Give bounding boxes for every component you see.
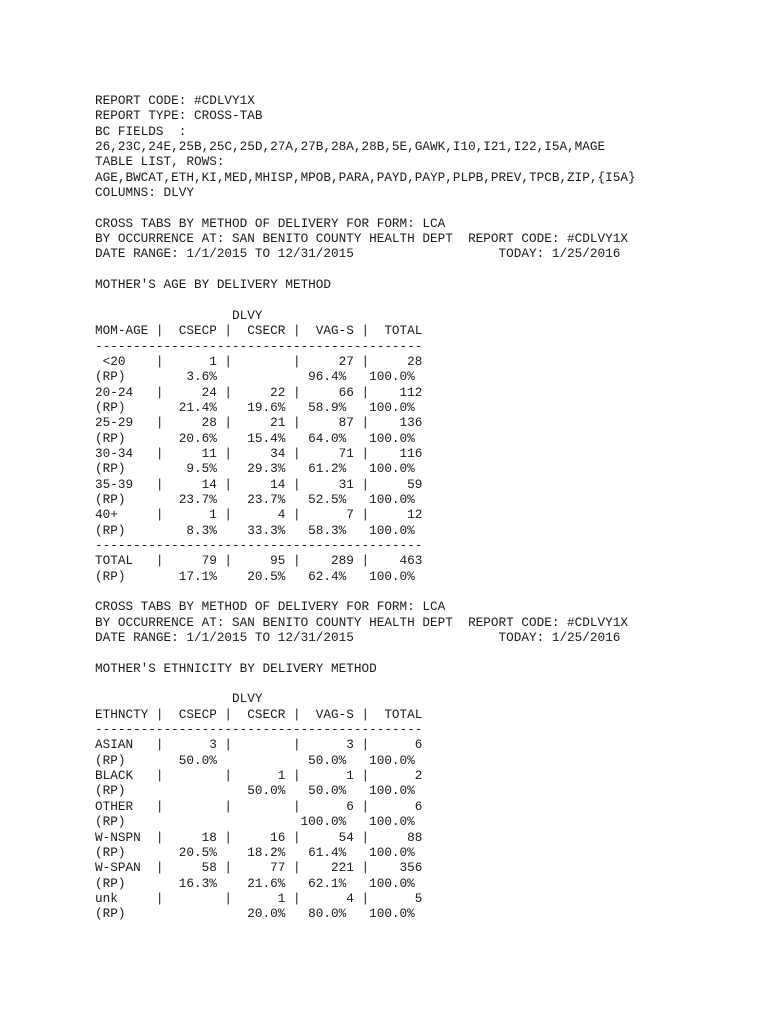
report-line: BC FIELDS : xyxy=(95,123,187,139)
report-line: MOTHER'S ETHNICITY BY DELIVERY METHOD xyxy=(95,660,377,676)
report-line: ETHNCTY | CSECP | CSECR | VAG-S | TOTAL xyxy=(95,706,423,722)
report-line: (RP) 100.0% 100.0% xyxy=(95,814,415,830)
report-line: BY OCCURRENCE AT: SAN BENITO COUNTY HEALTH DEPT REPORT CODE: #CDLVY1X xyxy=(95,614,628,630)
report-line: 40+ | 1 | 4 | 7 | 12 xyxy=(95,507,423,523)
report-line: COLUMNS: DLVY xyxy=(95,185,194,201)
report-line: (RP) 16.3% 21.6% 62.1% 100.0% xyxy=(95,875,415,891)
report-line: (RP) 9.5% 29.3% 61.2% 100.0% xyxy=(95,461,415,477)
report-line: OTHER | | | 6 | 6 xyxy=(95,798,423,814)
report-line: W-SPAN | 58 | 77 | 221 | 356 xyxy=(95,860,423,876)
report-text xyxy=(95,93,636,922)
report-line: 26,23C,24E,25B,25C,25D,27A,27B,28A,28B,5E,GAWK,I10,I21,I22,I5A,MAGE xyxy=(95,139,606,155)
report-line: TABLE LIST, ROWS: xyxy=(95,154,225,170)
report-line: REPORT TYPE: CROSS-TAB xyxy=(95,108,263,124)
report-line: REPORT CODE: #CDLVY1X xyxy=(95,93,255,108)
report-line xyxy=(95,200,636,215)
report-line: (RP) 3.6% 96.4% 100.0% xyxy=(95,369,415,385)
report-line: 25-29 | 28 | 21 | 87 | 136 xyxy=(95,415,423,431)
report-line: (RP) 50.0% 50.0% 100.0% xyxy=(95,752,415,768)
report-line: DLVY xyxy=(95,691,263,707)
report-line: (RP) 23.7% 23.7% 52.5% 100.0% xyxy=(95,491,415,507)
report-line: DATE RANGE: 1/1/2015 TO 12/31/2015 TODAY: 1/25/2016 xyxy=(95,630,621,646)
report-line: (RP) 20.6% 15.4% 64.0% 100.0% xyxy=(95,430,415,446)
report-line: (RP) 20.0% 80.0% 100.0% xyxy=(95,906,415,922)
report-line: 30-34 | 11 | 34 | 71 | 116 xyxy=(95,445,423,461)
report-line xyxy=(95,645,636,660)
report-line: BLACK | | 1 | 1 | 2 xyxy=(95,768,423,784)
report-line: (RP) 21.4% 19.6% 58.9% 100.0% xyxy=(95,399,415,415)
report-line: (RP) 50.0% 50.0% 100.0% xyxy=(95,783,415,799)
report-line: ------------------------------------------- xyxy=(95,537,423,553)
report-line: TOTAL | 79 | 95 | 289 | 463 xyxy=(95,553,423,569)
report-line: MOM-AGE | CSECP | CSECR | VAG-S | TOTAL xyxy=(95,323,423,339)
report-line: ASIAN | 3 | | 3 | 6 xyxy=(95,737,423,753)
report-line: (RP) 17.1% 20.5% 62.4% 100.0% xyxy=(95,568,415,584)
report-line: DLVY xyxy=(95,307,263,323)
report-line: (RP) 20.5% 18.2% 61.4% 100.0% xyxy=(95,844,415,860)
report-line: W-NSPN | 18 | 16 | 54 | 88 xyxy=(95,829,423,845)
report-line: (RP) 8.3% 33.3% 58.3% 100.0% xyxy=(95,522,415,538)
report-line xyxy=(95,262,636,277)
report-line xyxy=(95,584,636,599)
report-line: <20 | 1 | | 27 | 28 xyxy=(95,353,423,369)
report-line: CROSS TABS BY METHOD OF DELIVERY FOR FORM: LCA xyxy=(95,599,446,615)
report-line: ------------------------------------------- xyxy=(95,338,423,354)
report-line xyxy=(95,292,636,307)
report-line xyxy=(95,676,636,691)
report-line: CROSS TABS BY METHOD OF DELIVERY FOR FORM: LCA xyxy=(95,215,446,231)
report-line: MOTHER'S AGE BY DELIVERY METHOD xyxy=(95,277,332,293)
report-line: DATE RANGE: 1/1/2015 TO 12/31/2015 TODAY: 1/25/2016 xyxy=(95,246,621,262)
report-line: unk | | 1 | 4 | 5 xyxy=(95,890,423,906)
report-line: AGE,BWCAT,ETH,KI,MED,MHISP,MPOB,PARA,PAYD,PAYP,PLPB,PREV,TPCB,ZIP,{I5A} xyxy=(95,169,636,185)
report-line: 20-24 | 24 | 22 | 66 | 112 xyxy=(95,384,423,400)
report-line: ------------------------------------------- xyxy=(95,722,423,738)
report-line: BY OCCURRENCE AT: SAN BENITO COUNTY HEALTH DEPT REPORT CODE: #CDLVY1X xyxy=(95,231,628,247)
report-line: 35-39 | 14 | 14 | 31 | 59 xyxy=(95,476,423,492)
